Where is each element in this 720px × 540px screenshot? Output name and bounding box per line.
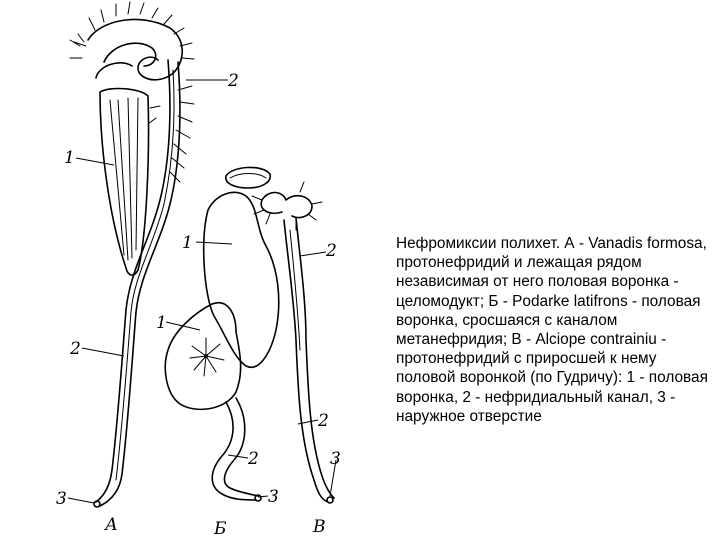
label-v-3: 3: [330, 449, 341, 469]
label-v-2: 2: [326, 241, 337, 261]
label-a-2: 2: [228, 71, 239, 91]
specimen-v: [204, 167, 334, 503]
label-v-letter: В: [313, 517, 326, 537]
figure-caption: Нефромиксии полихет. А - Vanadis formosa, протонефридий и лежащая рядом независимая от него половая воронка - целомодукт; Б - Podarke latifrons - половая воронка, сросшаяся с каналом метанефридия; В - Alciope contrainiu - протонефридий с приросшей к нему половой воронкой (по Гудричу): 1 - половая воронка, 2 - нефридиальный канал, 3 - наружное отверстие: [396, 235, 708, 425]
specimen-b: [165, 303, 261, 501]
label-v-2-lower: 2: [318, 411, 329, 431]
label-v-1: 1: [182, 233, 193, 253]
label-b-2: 2: [248, 449, 259, 469]
label-a-letter: А: [105, 515, 118, 535]
label-a-3: 3: [56, 489, 67, 509]
label-b-1: 1: [156, 313, 167, 333]
label-b-letter: Б: [214, 519, 227, 539]
specimen-a: [70, 2, 194, 507]
label-a-2-lower: 2: [70, 339, 81, 359]
label-a-1: 1: [64, 148, 75, 168]
label-b-3: 3: [268, 487, 279, 507]
